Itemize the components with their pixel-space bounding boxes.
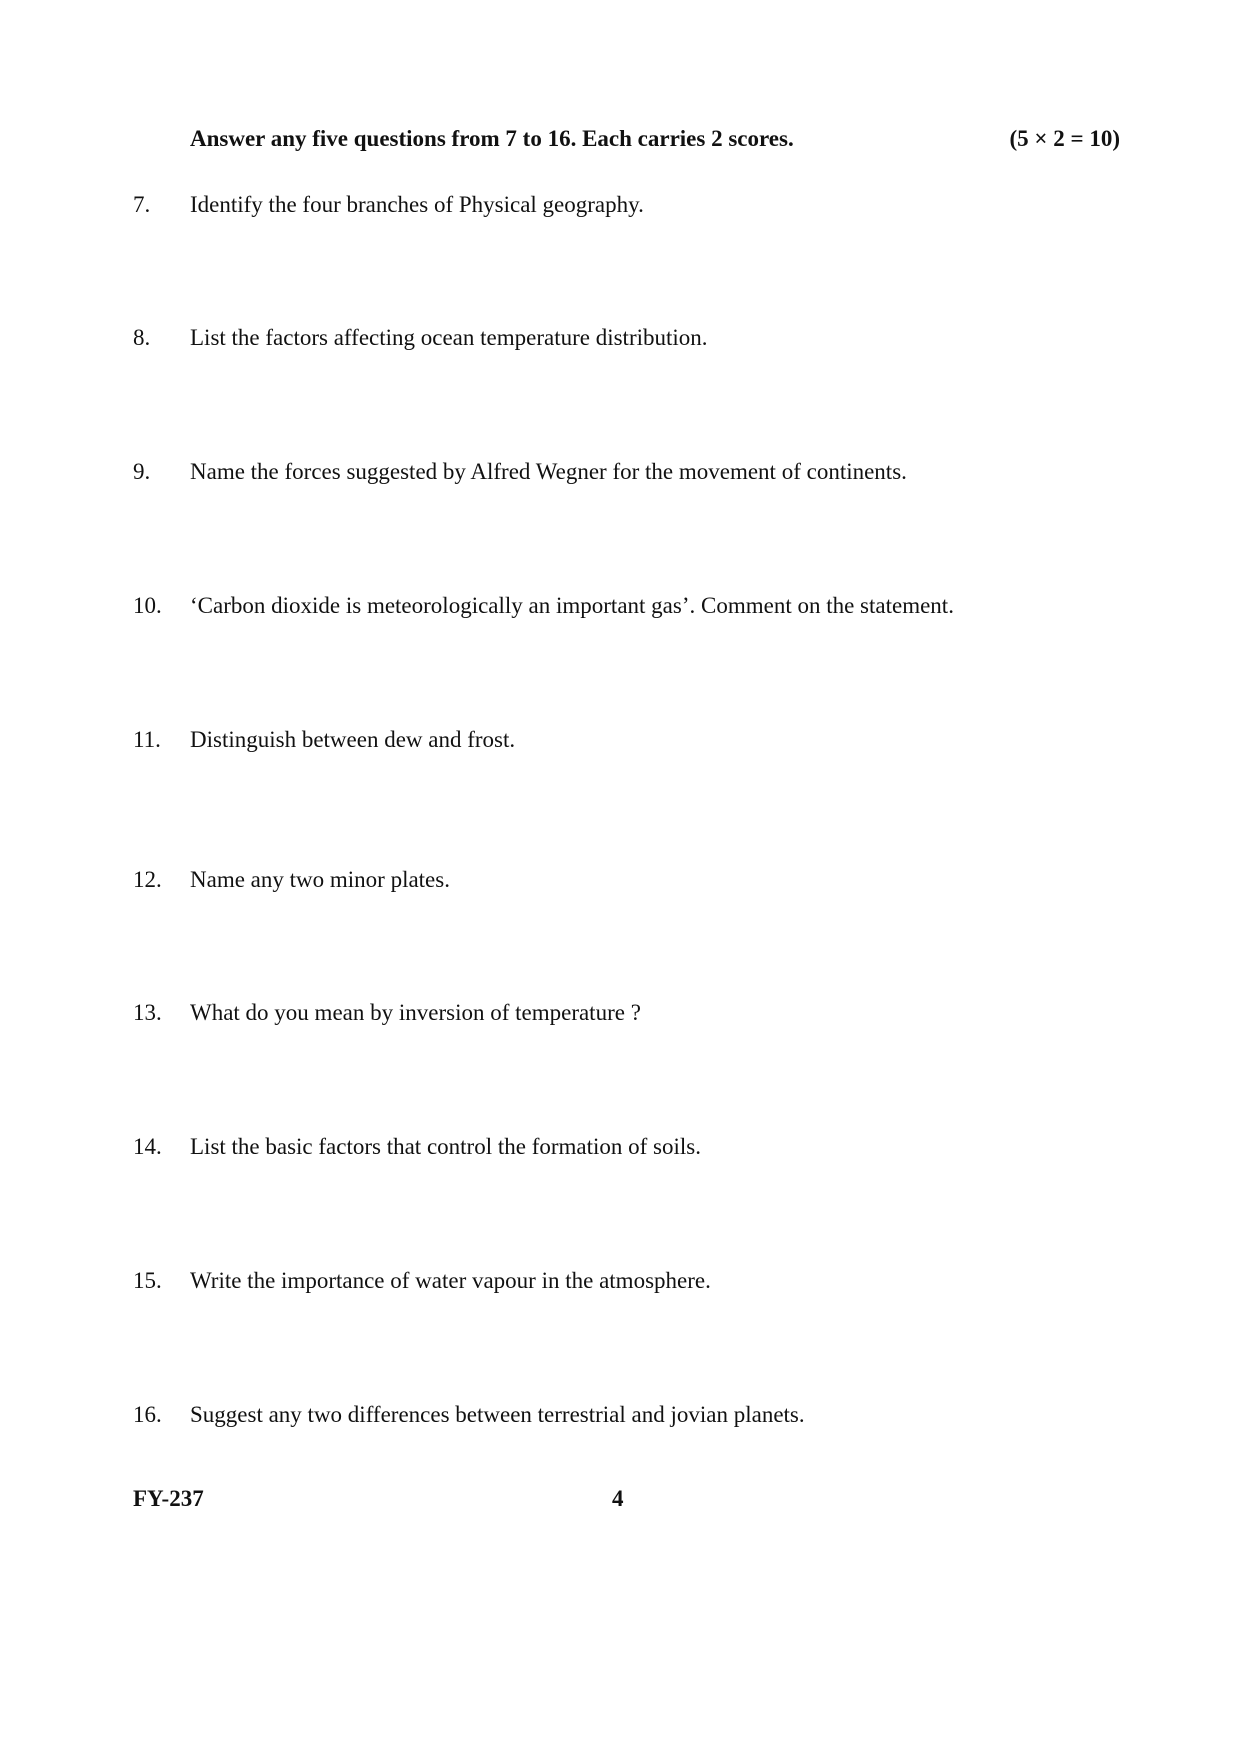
question-text: Identify the four branches of Physical geography. [190, 192, 644, 217]
footer-paper-code: FY-237 [133, 1486, 204, 1511]
question-number: 11. [133, 727, 161, 752]
question-number: 10. [133, 593, 162, 618]
question-text: List the factors affecting ocean temperature distribution. [190, 325, 708, 350]
question-number: 8. [133, 325, 151, 350]
question-text: What do you mean by inversion of temperature ? [190, 1000, 641, 1025]
question-number: 16. [133, 1402, 162, 1427]
question-number: 7. [133, 192, 151, 217]
question-text: ‘Carbon dioxide is meteorologically an important gas’. Comment on the statement. [190, 593, 954, 618]
question-number: 14. [133, 1134, 162, 1159]
question-number: 12. [133, 867, 162, 892]
question-number: 15. [133, 1268, 162, 1293]
question-number: 9. [133, 459, 151, 484]
question-text: Distinguish between dew and frost. [190, 727, 516, 752]
question-text: Suggest any two differences between terrestrial and jovian planets. [190, 1402, 805, 1427]
instruction-score: (5 × 2 = 10) [1009, 126, 1120, 151]
question-text: Name the forces suggested by Alfred Wegner for the movement of continents. [190, 459, 907, 484]
question-text: Name any two minor plates. [190, 867, 450, 892]
question-text: Write the importance of water vapour in the atmosphere. [190, 1268, 711, 1293]
question-text: List the basic factors that control the formation of soils. [190, 1134, 701, 1159]
question-number: 13. [133, 1000, 162, 1025]
footer-page-number: 4 [612, 1486, 624, 1511]
instruction-text: Answer any five questions from 7 to 16. Each carries 2 scores. [190, 126, 794, 151]
